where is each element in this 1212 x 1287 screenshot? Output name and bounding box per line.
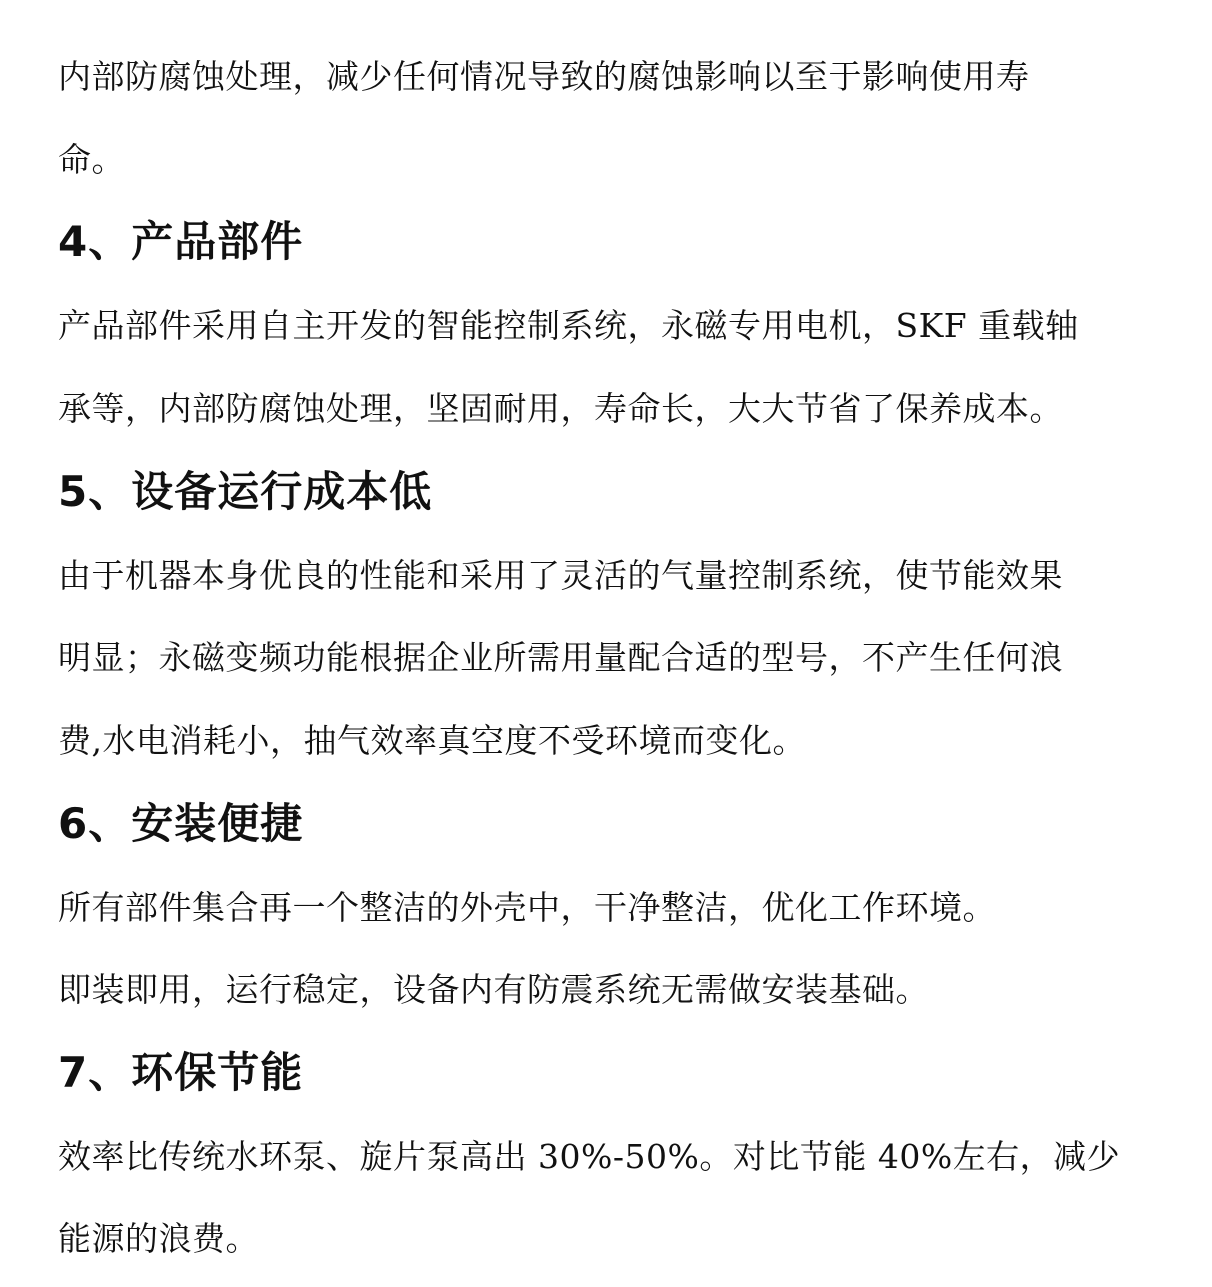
section-6-heading: 6、安装便捷 [58,799,304,848]
section-5-heading: 5、设备运行成本低 [58,467,433,516]
section-5-line-3: 费,水电消耗小，抽气效率真空度不受环境而变化。 [58,721,806,760]
section-7-line-1: 效率比传统水环泵、旋片泵高出 30%-50%。对比节能 40%左右，减少 [58,1137,1121,1176]
section-7-line-2: 能源的浪费。 [58,1219,259,1258]
section-5-line-2: 明显；永磁变频功能根据企业所需用量配合适的型号，不产生任何浪 [58,638,1063,677]
section-6-line-1: 所有部件集合再一个整洁的外壳中，干净整洁，优化工作环境。 [58,888,996,927]
section-6-line-2: 即装即用，运行稳定，设备内有防震系统无需做安装基础。 [58,970,929,1009]
intro-line-1: 内部防腐蚀处理，减少任何情况导致的腐蚀影响以至于影响使用寿 [58,57,1030,96]
section-4-heading: 4、产品部件 [58,217,304,266]
intro-line-2: 命。 [58,140,125,179]
section-5-line-1: 由于机器本身优良的性能和采用了灵活的气量控制系统，使节能效果 [58,556,1063,595]
section-4-line-2: 承等，内部防腐蚀处理，坚固耐用，寿命长，大大节省了保养成本。 [58,389,1063,428]
section-4-line-1: 产品部件采用自主开发的智能控制系统，永磁专用电机，SKF 重载轴 [58,306,1079,345]
section-7-heading: 7、环保节能 [58,1048,304,1097]
